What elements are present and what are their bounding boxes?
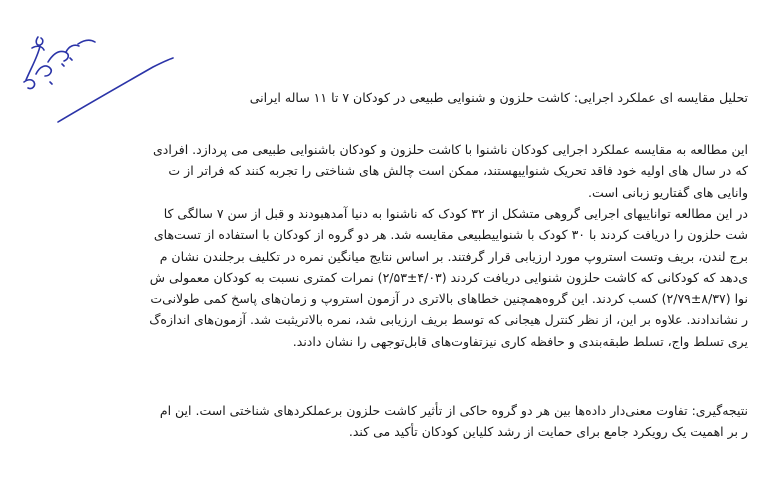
text-line: برج لندن، بریف وتست استروپ مورد ارزیابی قرار گرفتند. بر اساس نتایج میانگین نمره در تکلیف برجلندن نشان م (159, 248, 748, 264)
document-title: تحلیل مقایسه ای عملکرد اجرایی: کاشت حلزون و شنوایی طبیعی در کودکان ۷ تا ۱۱ ساله ایرانی (249, 90, 748, 105)
conclusion-paragraph (8, 400, 748, 443)
text-line: نتیجه‌گیری: تفاوت معنی‌دار داده‌ها بین هر دو گروه حاکی از تأثیر کاشت حلزون برعملکردهای شناختی است. این ام (159, 403, 748, 418)
text-line: ی‌دهد که کودکانی که کاشت حلزون شنوایی دریافت کردند (۴/۰۳±۲/۵۳) نمرات کمتری نسبت به کودکان معمولی ش (149, 269, 748, 285)
handwritten-signature (18, 22, 178, 132)
text-line: یری تسلط واج، تسلط طبقه‌بندی و حافظه کاری نیزتفاوت‌های قابل‌توجهی را نشان دادند. (292, 333, 748, 349)
text-line: در این مطالعه تواناییهای اجرایی گروهی متشکل از ۳۲ کودک که ناشنوا به دنیا آمدهبودند و قبل از سن ۷ سالگی کا (163, 206, 748, 221)
text-line: که در سال های اولیه خود فاقد تحریک شنواییهستند، ممکن است چالش های شناختی را تجربه کنند که فراتر از ت (168, 163, 748, 179)
text-line: نوا (۸/۳۷±۲/۷۹) کسب کردند. این گروه‌همچنین خطاهای بالاتری در آزمون استروپ و زمان‌های پاسخ کمی طولانی‌ت (150, 291, 748, 307)
text-line: ر بر اهمیت یک رویکرد جامع برای حمایت از رشد کلیاین کودکان تأکید می کند. (348, 424, 748, 440)
intro-paragraph (8, 139, 748, 203)
text-line: ر نشاندادند. علاوه بر این، از نظر کنترل هیجانی که توسط بریف ارزیابی شد، نمره بالاتریثبت شد. آزمون‌های اندازه‌گ (149, 312, 748, 328)
text-line: وانایی های گفتاریو زبانی است. (587, 184, 748, 200)
text-line: این مطالعه به مقایسه عملکرد اجرایی کودکان ناشنوا با کاشت حلزون و کودکان باشنوایی طبیعی می پردازد. افرادی (153, 142, 748, 157)
method-results-paragraph (8, 203, 748, 352)
text-line: شت حلزون را دریافت کردند با ۳۰ کودک با شنواییطبیعی مقایسه شد. هر دو گروه از کودکان با استفاده از تست‌های (153, 227, 748, 243)
